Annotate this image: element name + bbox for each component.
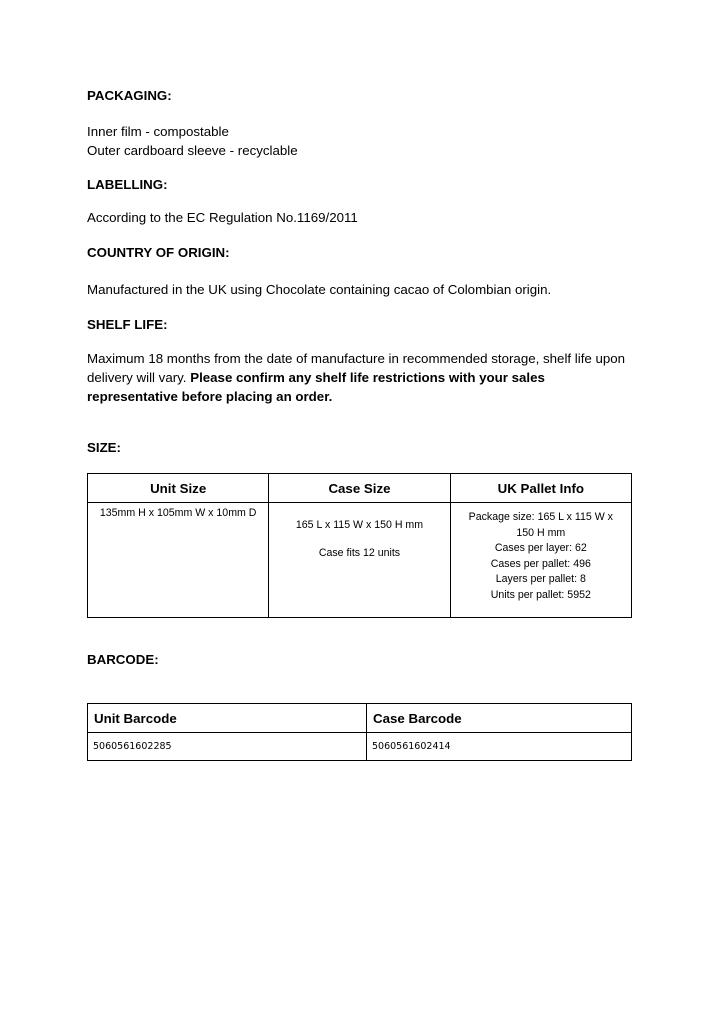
size-header-row (88, 474, 632, 503)
pallet-info-cell (450, 503, 631, 618)
pallet-line: Cases per pallet: 496 (490, 557, 591, 570)
case-units-value: Case fits 12 units (318, 547, 401, 559)
shelf-life-bold: Please confirm any shelf life restrictions with your sales representative before placing an order. (87, 370, 545, 404)
country-heading: COUNTRY OF ORIGIN: (87, 245, 230, 260)
pallet-line: Units per pallet: 5952 (490, 588, 591, 601)
packaging-heading: PACKAGING: (87, 88, 172, 103)
barcode-data-row (88, 733, 632, 761)
barcode-header-row (88, 704, 632, 733)
labelling-text: According to the EC Regulation No.1169/2011 (87, 210, 358, 225)
barcode-heading: BARCODE: (87, 652, 159, 667)
size-table (87, 473, 632, 618)
shelf-life-text (87, 349, 635, 406)
barcode-table (87, 703, 632, 761)
unit-size-value: 135mm H x 105mm W x 10mm D (99, 507, 257, 519)
case-size-cell (269, 503, 450, 618)
pallet-line: Package size: 165 L x 115 W x (468, 511, 613, 523)
pallet-line: Layers per pallet: 8 (495, 573, 586, 585)
labelling-heading: LABELLING: (87, 177, 168, 192)
packaging-text (87, 122, 632, 160)
packaging-line-inner: Inner film - compostable (87, 124, 229, 139)
pallet-line: 150 H mm (516, 526, 566, 539)
unit-barcode-header: Unit Barcode (88, 704, 367, 733)
pallet-line: Cases per layer: 62 (494, 542, 587, 554)
size-data-row (88, 503, 632, 618)
unit-size-header: Unit Size (88, 474, 269, 503)
size-heading: SIZE: (87, 440, 121, 455)
unit-size-cell (88, 503, 269, 618)
packaging-line-outer: Outer cardboard sleeve - recyclable (87, 143, 298, 158)
case-size-value: 165 L x 115 W x 150 H mm (295, 519, 424, 531)
case-barcode-value: 5060561602414 (367, 733, 632, 761)
pallet-info-header: UK Pallet Info (450, 474, 631, 503)
shelf-life-heading: SHELF LIFE: (87, 317, 168, 332)
unit-barcode-value: 5060561602285 (88, 733, 367, 761)
case-barcode-header: Case Barcode (367, 704, 632, 733)
country-text: Manufactured in the UK using Chocolate containing cacao of Colombian origin. (87, 282, 552, 297)
shelf-life-plain: Maximum 18 months from the date of manufacture in recommended storage, shelf life upon delivery will vary. (87, 351, 626, 385)
case-size-header: Case Size (269, 474, 450, 503)
